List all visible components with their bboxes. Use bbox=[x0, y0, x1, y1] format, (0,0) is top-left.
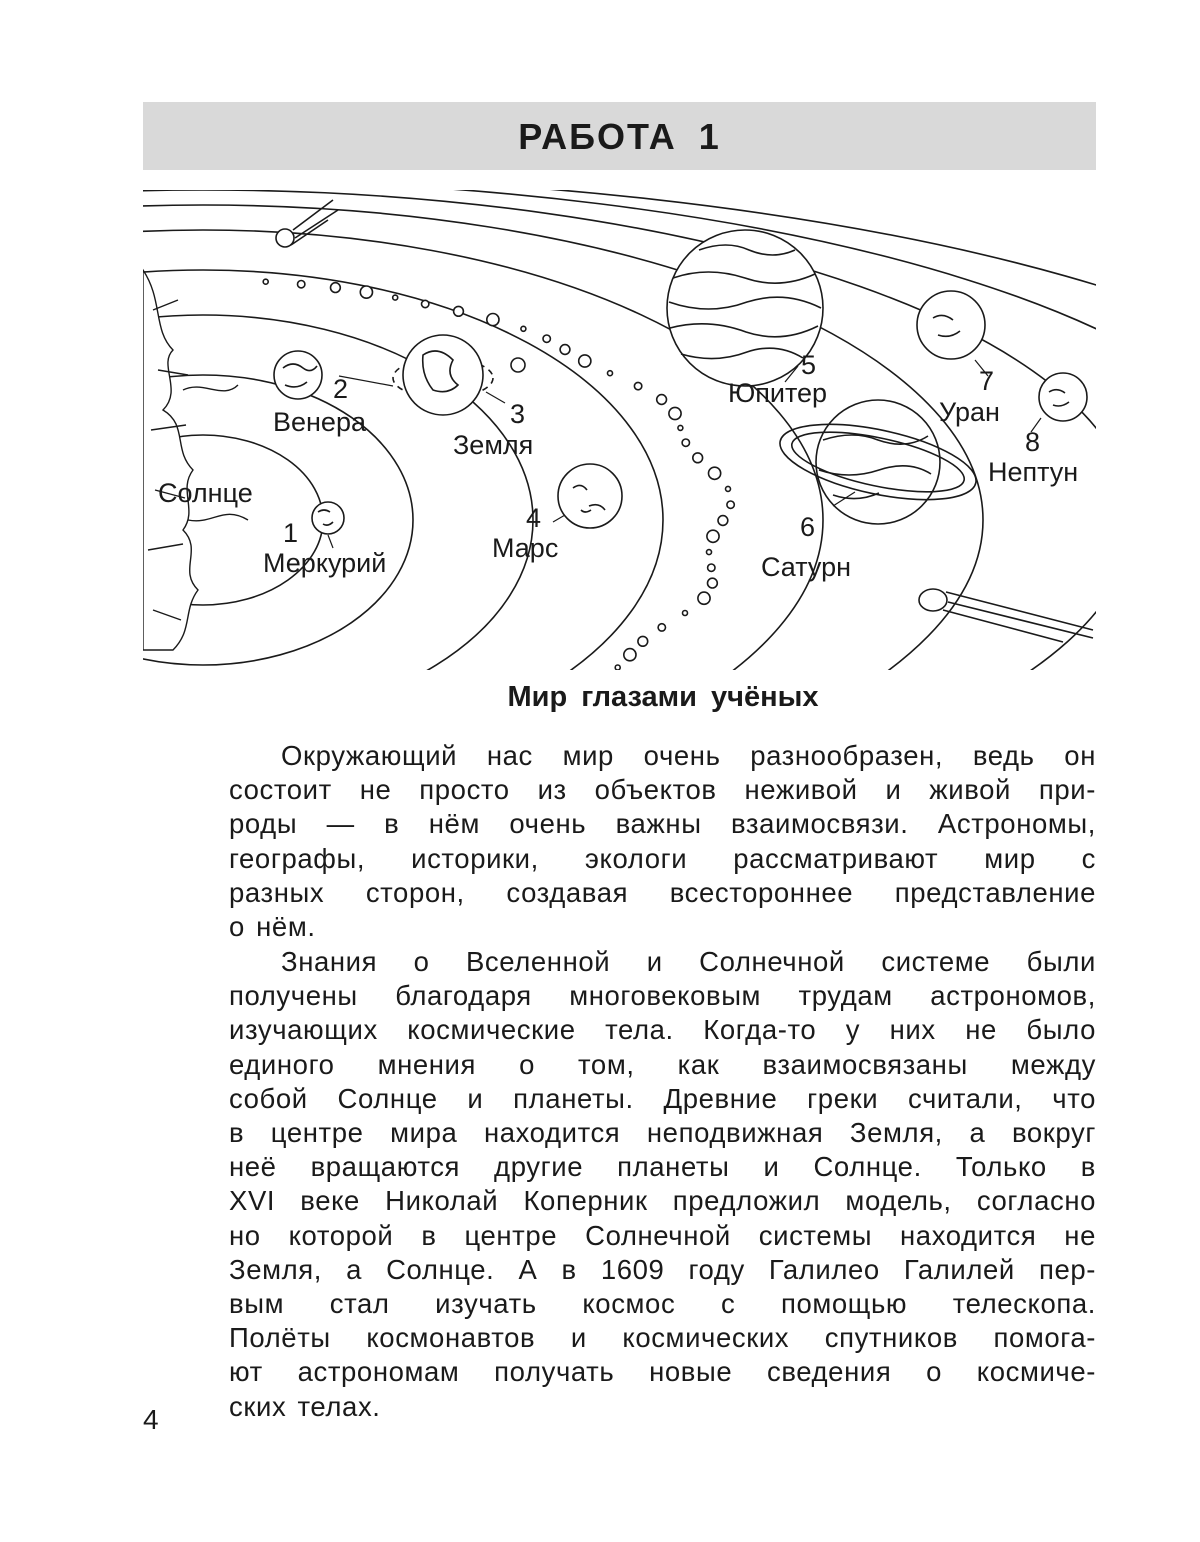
asteroid-dot bbox=[718, 516, 728, 526]
venus-label: Венера bbox=[273, 407, 366, 437]
asteroid-dot bbox=[658, 624, 665, 631]
uranus-label: Уран bbox=[939, 397, 1000, 427]
neptune-number: 8 bbox=[1025, 427, 1041, 457]
earth-icon bbox=[393, 335, 525, 415]
text-line: вым стал изучать космос с помощью телескопа. bbox=[229, 1288, 1096, 1320]
earth-number: 3 bbox=[510, 399, 526, 429]
neptune-label: Нептун bbox=[988, 457, 1079, 487]
paragraph-1 bbox=[229, 739, 1096, 944]
text-line: о нём. bbox=[229, 911, 316, 943]
asteroid-dot bbox=[693, 453, 703, 463]
text-line: собой Солнце и планеты. Древние греки считали, что bbox=[229, 1082, 1096, 1114]
asteroid-dot bbox=[543, 335, 550, 342]
text-line: Знания о Вселенной и Солнечной системе были bbox=[281, 946, 1096, 977]
asteroid-dot bbox=[709, 467, 721, 479]
earth-label: Земля bbox=[453, 430, 534, 460]
mars-icon bbox=[558, 464, 622, 528]
asteroid-dot bbox=[682, 439, 689, 446]
asteroid-dot bbox=[698, 592, 710, 604]
asteroid-dot bbox=[708, 564, 715, 571]
venus-icon bbox=[274, 351, 322, 399]
asteroid-dot bbox=[707, 530, 719, 542]
text-line: ют астрономам получать новые сведения о космиче- bbox=[229, 1356, 1096, 1388]
asteroid-dot bbox=[560, 345, 570, 355]
text-line: состоит не просто из объектов неживой и живой при- bbox=[229, 774, 1096, 806]
uranus-icon bbox=[917, 291, 985, 359]
asteroid-dot bbox=[298, 281, 305, 288]
text-line: неё вращаются другие планеты и Солнце. Только в bbox=[229, 1151, 1096, 1183]
asteroid-dot bbox=[638, 636, 648, 646]
asteroid-dot bbox=[707, 550, 712, 555]
asteroid-dot bbox=[708, 578, 718, 588]
jupiter-number: 5 bbox=[801, 350, 817, 380]
uranus-number: 7 bbox=[979, 366, 995, 396]
sun-icon bbox=[143, 270, 248, 650]
asteroid-dot bbox=[579, 355, 591, 367]
asteroid-dot bbox=[634, 382, 641, 389]
asteroid-dot bbox=[615, 665, 620, 670]
text-line: ских телах. bbox=[229, 1390, 381, 1422]
solar-system-illustration bbox=[143, 190, 1096, 670]
text-line: Полёты космонавтов и космических спутников помога- bbox=[229, 1322, 1096, 1354]
saturn-label: Сатурн bbox=[761, 552, 852, 582]
mercury-icon bbox=[312, 502, 344, 534]
text-line: но которой в центре Солнечной системы находится не bbox=[229, 1219, 1096, 1251]
asteroid-dot bbox=[454, 306, 464, 316]
asteroid-dot bbox=[263, 279, 268, 284]
text-line: Окружающий нас мир очень разнообразен, ведь он bbox=[281, 740, 1096, 771]
text-line: изучающих космические тела. Когда-то у них не было bbox=[229, 1014, 1096, 1046]
asteroid-dot bbox=[657, 395, 667, 405]
text-line: Земля, а Солнце. А в 1609 году Галилео Галилей пер- bbox=[229, 1253, 1096, 1285]
mercury-number: 1 bbox=[283, 518, 299, 548]
text-line: разных сторон, создавая всестороннее представление bbox=[229, 876, 1096, 908]
asteroid-dot bbox=[331, 283, 341, 293]
comet-icon bbox=[919, 589, 1093, 642]
text-line: в центре мира находится неподвижная Земля, а вокруг bbox=[229, 1117, 1096, 1149]
paragraph-2 bbox=[229, 945, 1096, 1424]
mars-number: 4 bbox=[526, 503, 542, 533]
asteroid-dot bbox=[521, 326, 526, 331]
asteroid-dot bbox=[678, 425, 683, 430]
asteroid-dot bbox=[726, 486, 731, 491]
venus-number: 2 bbox=[333, 374, 349, 404]
page-title: РАБОТА 1 bbox=[518, 116, 721, 157]
mercury-label: Меркурий bbox=[263, 548, 387, 578]
text-line: XVI веке Николай Коперник предложил модель, согласно bbox=[229, 1185, 1096, 1217]
jupiter-label: Юпитер bbox=[728, 378, 828, 408]
section-title: Мир глазами учёных bbox=[507, 681, 819, 713]
asteroid-dot bbox=[669, 407, 681, 419]
asteroid-dot bbox=[360, 286, 372, 298]
sun-label: Солнце bbox=[158, 478, 253, 508]
neptune-icon bbox=[1039, 373, 1087, 421]
text-line: роды — в нём очень важны взаимосвязи. Астрономы, bbox=[229, 808, 1096, 840]
asteroid-dot bbox=[683, 611, 688, 616]
header-band bbox=[143, 102, 1096, 170]
page-number: 4 bbox=[143, 1404, 159, 1435]
jupiter-icon bbox=[667, 230, 823, 386]
text-line: получены благодаря многовековым трудам астрономов, bbox=[229, 980, 1096, 1012]
text-line: единого мнения о том, как взаимосвязаны между bbox=[229, 1048, 1096, 1080]
asteroid-dot bbox=[608, 371, 613, 376]
asteroid-dot bbox=[487, 314, 499, 326]
mars-label: Марс bbox=[492, 533, 559, 563]
asteroid-dot bbox=[393, 295, 398, 300]
saturn-number: 6 bbox=[800, 512, 816, 542]
text-line: географы, историки, экологи рассматривают мир с bbox=[229, 842, 1096, 874]
asteroid-dot bbox=[624, 649, 636, 661]
asteroid-dot bbox=[422, 300, 429, 307]
asteroid-dot bbox=[727, 501, 734, 508]
